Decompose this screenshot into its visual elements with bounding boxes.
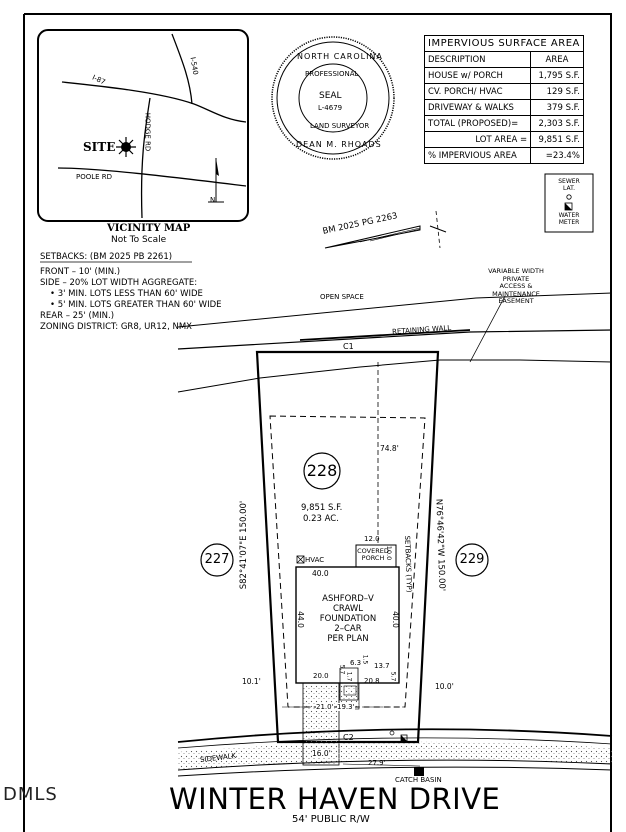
setback-line [270,416,425,707]
table-cell: TOTAL (PROPOSED)= [425,116,531,132]
bullet-icon: • [50,289,58,299]
setback-side-a [40,289,222,300]
table-row [425,132,584,148]
easement-note-line: PRIVATE [502,274,530,283]
lot-area-sf: 9,851 S.F. [301,503,343,513]
house-text-line: 2–CAR [334,624,362,634]
setback-side-b [40,300,222,311]
easement-note [484,268,548,306]
easement-note-line: ACCESS & [499,282,533,290]
catch-basin-icon [414,767,424,776]
right-of-way-label: 54' PUBLIC R/W [292,814,370,825]
porch-depth: 10.0 [385,545,394,561]
right-setback-dim: 10.0' [435,682,454,691]
dim-20-0: 20.0 [313,672,329,680]
table-cell: LOT AREA = [425,132,531,148]
house-text-line: ASHFORD–V [322,594,374,604]
table-cell: 9,851 S.F. [531,132,584,148]
lot-area-ac: 0.23 AC. [303,514,339,524]
retaining-wall-label: RETAINING WALL [391,323,452,337]
road-i87 [62,82,246,122]
sidewalk-dim: 27.9' [368,759,386,767]
porch-label [357,548,389,562]
road-label-hodge: HODGE RD [143,112,152,152]
table-row [425,148,584,164]
table-row [425,84,584,100]
table-cell: 129 S.F. [531,84,584,100]
lot-229-number: 229 [459,552,485,567]
drive-width-b: 19.3' [337,703,355,711]
setback-side-a-text: 3' MIN. LOTS LESS THAN 60' WIDE [57,289,203,299]
porch-width: 12.0 [364,535,380,543]
open-space-label: OPEN SPACE [320,293,364,301]
curve-c1-label: C1 [343,342,354,351]
dim-5-7b: 5.7 [389,671,397,682]
setbacks-typ-label: SETBACKS (TYP) [403,535,413,593]
easement-leader [470,296,505,362]
table-cell: 2,303 S.F. [531,116,584,132]
house-left-depth: 44.0 [295,611,305,628]
seal-center: SEAL [319,91,342,101]
table-cell: =23.4% [531,148,584,164]
impervious-surface-table [424,35,584,164]
table-title: IMPERVIOUS SURFACE AREA [425,36,584,52]
table-header-area: AREA [531,52,584,68]
easement-note-line: EASEMENT [498,297,534,305]
vicinity-map-title: VICINITY MAP [107,223,191,234]
vicinity-map-subtitle: Not To Scale [111,235,167,245]
hvac-label: HVAC [305,556,325,564]
seal-state: NORTH CAROLINA [297,52,383,61]
legend-sewer: SEWER LAT. [558,178,580,192]
table-header-description: DESCRIPTION [425,52,531,68]
setback-notes [40,252,222,333]
table-cell: 1,795 S.F. [531,68,584,84]
rear-distance: 74.8' [380,444,399,453]
sidewalk-label: SIDEWALK [199,751,237,765]
water-meter-icon [565,203,572,210]
porch-label-line: COVERED [357,547,389,555]
north-label: N [210,196,216,204]
table-cell: 379 S.F. [531,100,584,116]
road-label-poole: POOLE RD [76,173,113,181]
left-bearing: S82°41'07"E 150.00' [239,500,249,590]
table-cell: HOUSE w/ PORCH [425,68,531,84]
bullet-icon: • [50,300,58,310]
site-label: SITE [83,140,116,154]
dim-6-3: 6.3 [350,659,362,667]
seal-name: DEAN M. RHOADS [296,140,382,149]
setbacks-heading: SETBACKS: (BM 2025 PB 2261) [40,252,173,262]
easement-note-line: MAINTENANCE [492,289,540,298]
dim-5-7a: 5.7 [338,664,346,675]
table-row [425,116,584,132]
lot-227-number: 227 [204,552,230,567]
zoning-district: ZONING DISTRICT: GR8, UR12, NMX [40,322,193,332]
catch-basin-label: CATCH BASIN [395,776,442,784]
house-text-line: PER PLAN [327,634,369,644]
seal-profession-top: PROFESSIONAL [305,70,359,78]
watermark: DMLS [3,784,58,805]
house-text-line: FOUNDATION [319,614,377,624]
setback-side: SIDE – 20% LOT WIDTH AGGREGATE: [40,278,198,288]
curve-c2-label: C2 [343,733,354,742]
dim-20-8: 20.8 [364,677,380,685]
house-width: 40.0 [312,569,329,578]
road-label-i540: I-540 [188,56,200,76]
street-name: WINTER HAVEN DRIVE [169,782,501,816]
dim-1-7: 1.7 [345,671,353,682]
table-cell: DRIVEWAY & WALKS [425,100,531,116]
lot-228-number: 228 [306,461,338,480]
curb-line-2 [178,767,612,776]
dim-1-5: 1.5 [361,654,369,665]
seal-license: L-4679 [318,104,343,112]
left-setback-dim: 10.1' [242,677,261,686]
setback-front: FRONT – 10' (MIN.) [40,267,121,277]
sewer-icon [567,195,571,199]
right-bearing: N76°46'42"W 150.00' [433,498,447,592]
legend-water: WATER METER [558,212,580,226]
table-cell: CV. PORCH/ HVAC [425,84,531,100]
site-sun-icon [116,137,136,157]
easement-line-3 [178,360,612,392]
house-plan-label [313,594,383,644]
house-text-line: CRAWL [333,604,363,614]
dim-13-7: 13.7 [374,662,390,670]
house-right-depth: 40.0 [390,611,400,628]
road-label-i87: I-87 [90,73,107,87]
seal-profession-bottom: LAND SURVEYOR [310,122,370,130]
table-row [425,68,584,84]
table-cell: % IMPERVIOUS AREA [425,148,531,164]
drive-bottom-width: 16.0' [312,749,331,758]
bm-label: BM 2025 PG 2263 [321,211,399,237]
easement-note-line: VARIABLE WIDTH [488,267,544,275]
drive-width-a: 21.0' [316,703,334,711]
porch-label-line: PORCH [361,554,385,562]
setback-side-b-text: 5' MIN. LOTS GREATER THAN 60' WIDE [57,300,222,310]
road-i540 [172,34,192,104]
setback-rear: REAR – 25' (MIN.) [40,311,115,321]
table-row [425,100,584,116]
